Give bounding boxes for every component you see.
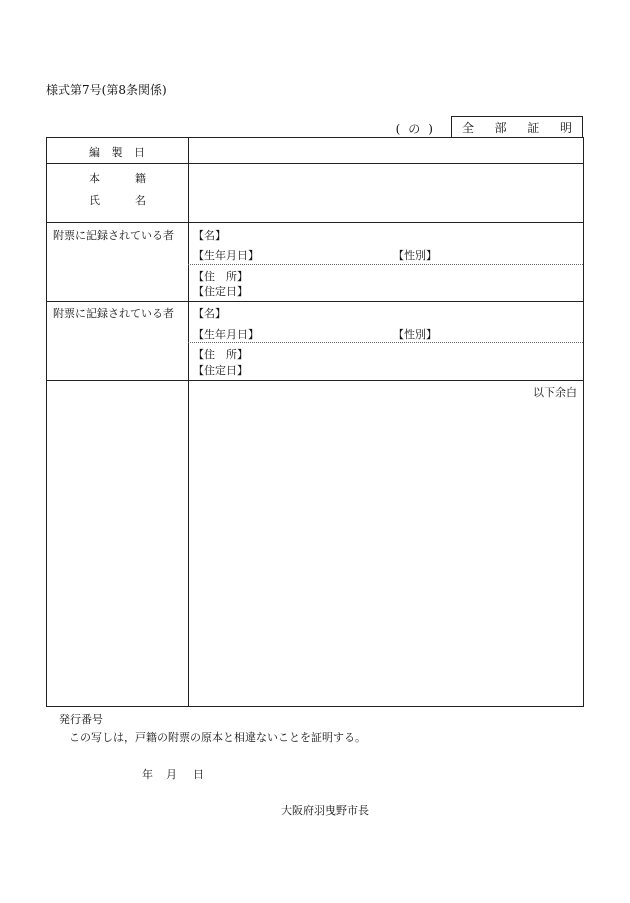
- edit-date-label: [89, 144, 145, 160]
- date-day: 日: [193, 768, 204, 781]
- row-divider: [47, 222, 583, 223]
- cert-char-2: 部: [494, 120, 507, 135]
- date-year: 年: [142, 768, 153, 781]
- column-divider: [188, 138, 189, 706]
- dotted-divider: [188, 342, 583, 343]
- attached-person-header: 附票に記録されている者: [53, 307, 174, 320]
- name-char-1: 氏: [89, 194, 100, 207]
- edit-date-char-2: 製: [111, 146, 123, 159]
- edit-date-char-1: 編: [89, 146, 100, 159]
- row-divider: [47, 380, 583, 381]
- person-dob-label: 【生年月日】: [193, 249, 259, 262]
- issuer-name: 大阪府羽曳野市長: [281, 804, 369, 817]
- form-title: 様式第7号(第8条関係): [46, 83, 167, 97]
- person-name-label: 【名】: [193, 307, 226, 320]
- name-char-2: 名: [135, 194, 146, 207]
- blank-below-note: 以下余白: [533, 386, 577, 399]
- person-address-label: 【住 所】: [193, 270, 248, 283]
- date-month: 月: [166, 768, 177, 781]
- edit-date-char-3: 日: [134, 146, 145, 159]
- cert-char-4: 明: [559, 120, 572, 135]
- person-sex-label: 【性別】: [393, 249, 437, 262]
- person-sex-label: 【性別】: [393, 328, 437, 341]
- person-move-in-label: 【住定日】: [193, 364, 248, 377]
- certificate-type-box: [451, 116, 583, 137]
- honseki-label: [89, 170, 146, 186]
- cert-char-3: 証: [527, 120, 540, 135]
- record-table: [46, 137, 584, 707]
- person-move-in-label: 【住定日】: [193, 285, 248, 298]
- person-dob-label: 【生年月日】: [193, 328, 259, 341]
- issue-number-label: 発行番号: [59, 713, 103, 726]
- row-divider: [47, 163, 583, 164]
- certificate-type-row: [46, 116, 583, 138]
- certificate-type-label: (の): [395, 122, 441, 136]
- certification-statement: この写しは，戸籍の附票の原本と相違ないことを証明する。: [69, 731, 366, 744]
- person-name-label: 【名】: [193, 229, 226, 242]
- person-address-label: 【住 所】: [193, 348, 248, 361]
- name-label: [89, 192, 146, 208]
- honseki-char-2: 籍: [135, 172, 146, 185]
- cert-char-1: 全: [462, 120, 475, 135]
- attached-person-header: 附票に記録されている者: [53, 229, 174, 242]
- honseki-char-1: 本: [89, 172, 100, 185]
- dotted-divider: [188, 264, 583, 265]
- row-divider: [47, 301, 583, 302]
